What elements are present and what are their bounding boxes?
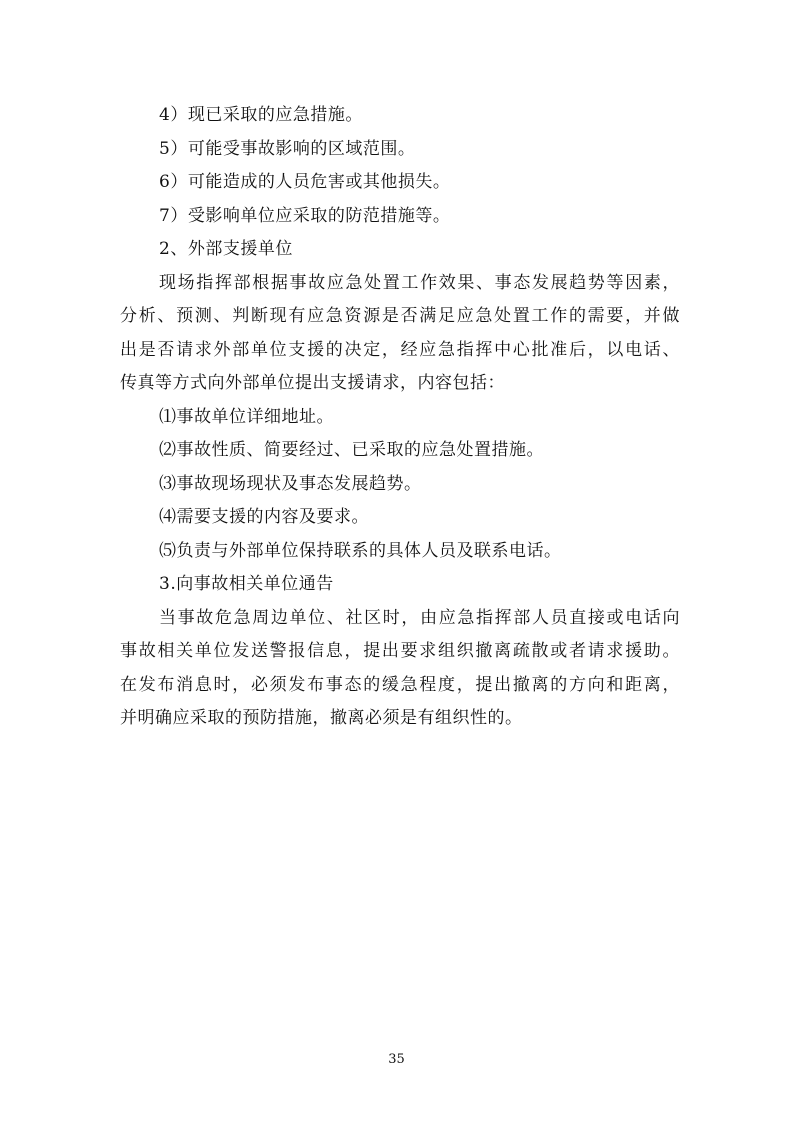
text-line: 传真等方式向外部单位提出支援请求，内容包括： — [120, 373, 505, 393]
text-line: 4）现已采取的应急措施。 — [159, 105, 363, 125]
text-line: ⑶事故现场现状及事态发展趋势。 — [159, 473, 422, 494]
text-line: 事故相关单位发送警报信息，提出要求组织撤离疏散或者请求援助。 — [120, 641, 680, 661]
text-line: ⑸负责与外部单位保持联系的具体人员及联系电话。 — [159, 540, 562, 561]
text-line: 6）可能造成的人员危害或其他损失。 — [159, 172, 451, 192]
text-line: 出是否请求外部单位支援的决定，经应急指挥中心批准后，以电话、 — [120, 339, 680, 360]
document-body — [120, 99, 680, 736]
text-line: 3.向事故相关单位通告 — [159, 574, 334, 594]
text-line: 现场指挥部根据事故应急处置工作效果、事态发展趋势等因素， — [159, 272, 680, 293]
text-line: ⑷需要支援的内容及要求。 — [159, 507, 369, 527]
text-line: ⑵事故性质、简要经过、已采取的应急处置措施。 — [159, 440, 544, 460]
text-line: 当事故危急周边单位、社区时，由应急指挥部人员直接或电话向 — [159, 607, 680, 628]
text-line: 在发布消息时，必须发布事态的缓急程度，提出撤离的方向和距离， — [120, 674, 680, 695]
text-line: 2、外部支援单位 — [159, 239, 293, 259]
text-line: ⑴事故单位详细地址。 — [159, 406, 334, 427]
text-line: 5）可能受事故影响的区域范围。 — [159, 138, 416, 159]
text-line: 分析、预测、判断现有应急资源是否满足应急处置工作的需要，并做 — [120, 306, 680, 326]
page-number: 35 — [388, 1052, 405, 1067]
text-line: 并明确应采取的预防措施，撤离必须是有组织性的。 — [120, 708, 523, 728]
text-line: 7）受影响单位应采取的防范措施等。 — [159, 205, 451, 226]
